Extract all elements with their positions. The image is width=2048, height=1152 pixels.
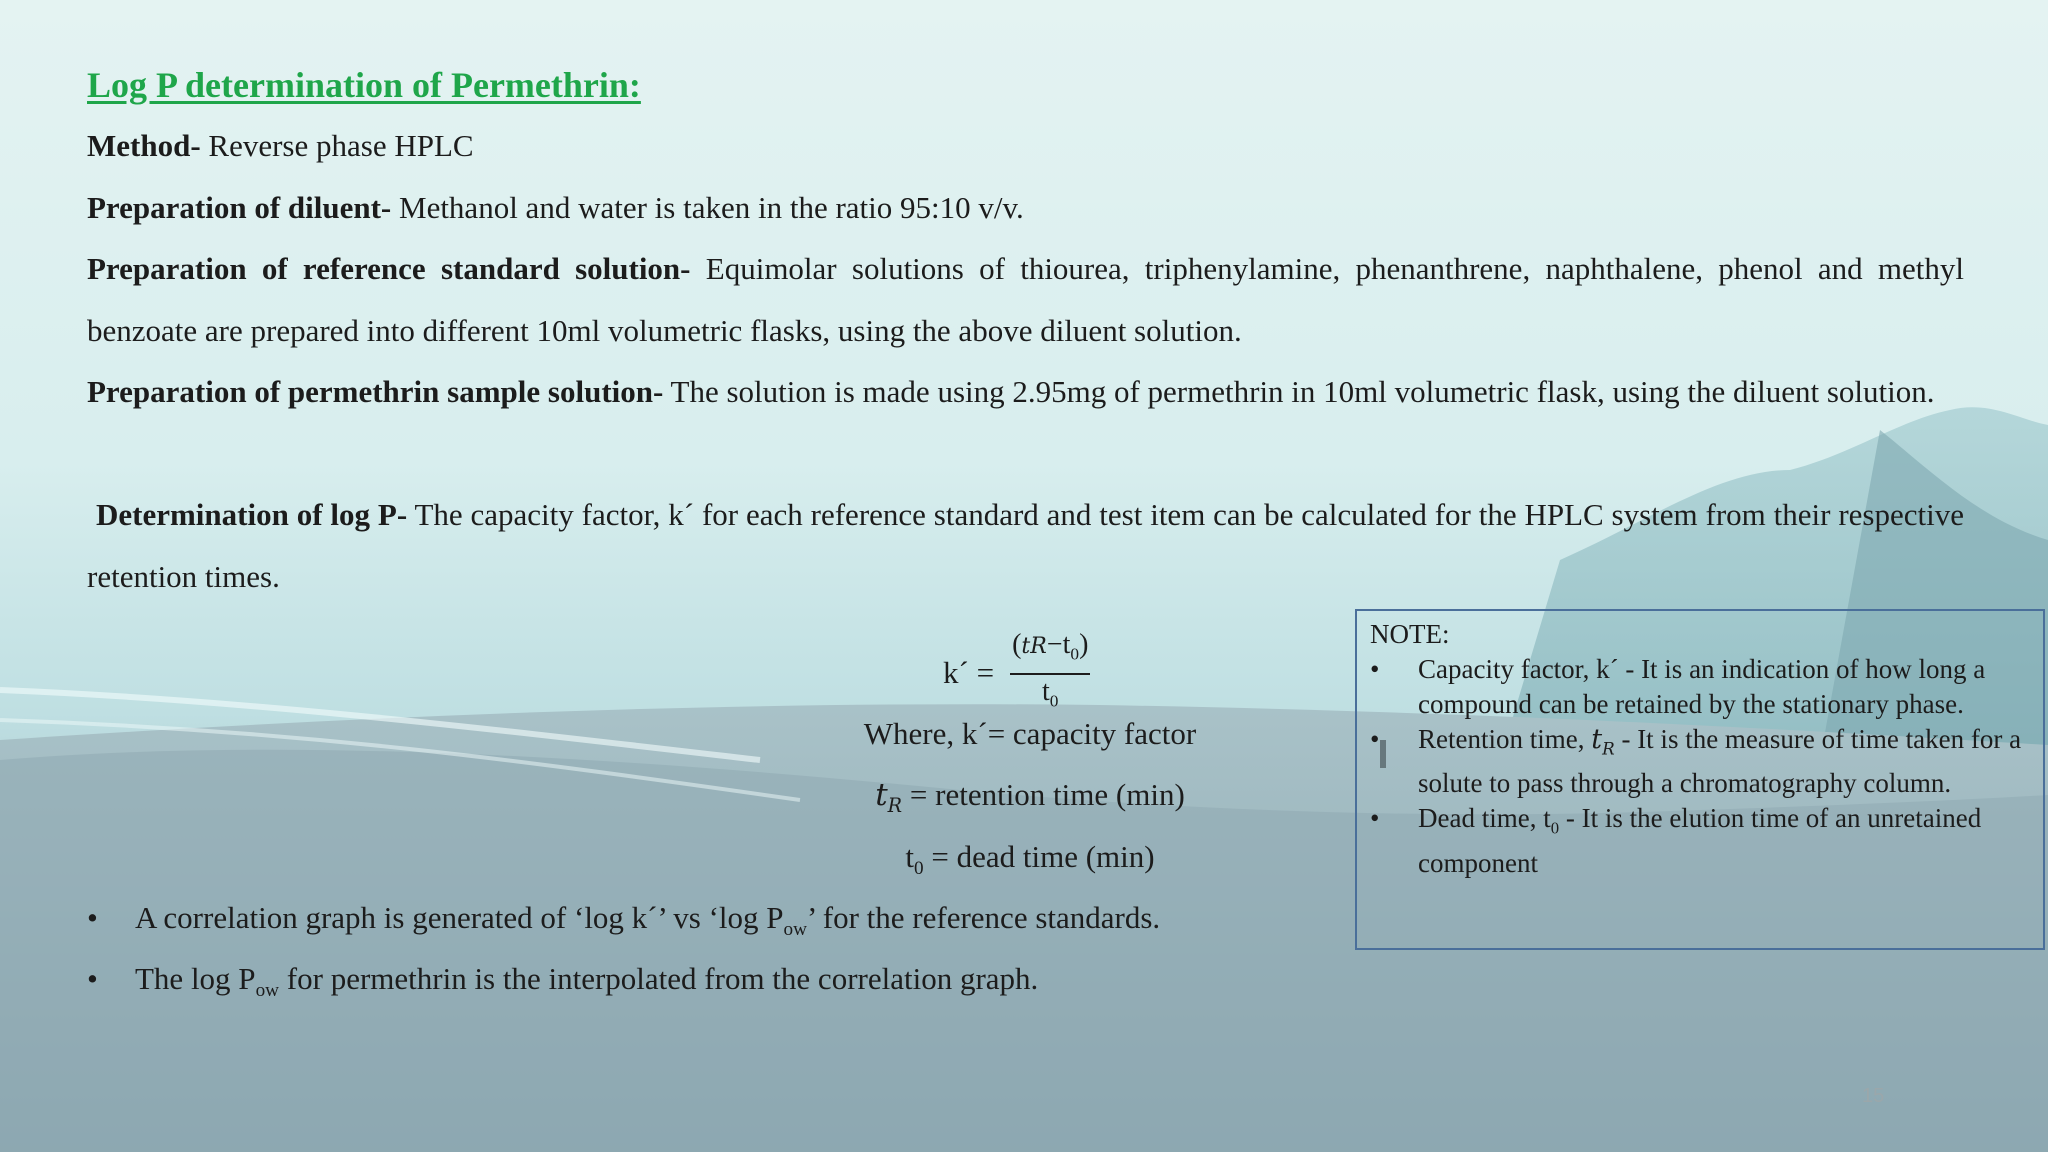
t0-sub: 0 xyxy=(914,858,924,880)
method-label: Method- xyxy=(87,128,201,163)
bullet-1-sub: ow xyxy=(783,919,808,941)
reference-label: Preparation of reference standard solution- xyxy=(87,251,691,286)
formula-paren-close: ) xyxy=(1079,629,1089,660)
sample-paragraph xyxy=(87,361,1964,423)
note-item-2-text: Retention time, xyxy=(1418,724,1592,754)
retention-time-definition xyxy=(830,777,1230,817)
note-item-3-text-end: - It is the elution time of an unretained component xyxy=(1418,803,1982,878)
page-number: 15 xyxy=(1862,1085,1885,1107)
t0-text: = dead time (min) xyxy=(923,839,1155,874)
formula-den-sub: 0 xyxy=(1049,691,1059,711)
dead-time-definition xyxy=(830,839,1230,880)
bullet-interpolation xyxy=(87,961,1038,1002)
formula-denominator xyxy=(1042,675,1058,719)
note-bullet: • xyxy=(1370,654,1380,684)
note-box xyxy=(1355,609,2045,950)
diluent-label: Preparation of diluent- xyxy=(87,190,392,225)
note-item-2-sub: R xyxy=(1602,738,1615,759)
bullet-2-sub: ow xyxy=(255,980,280,1002)
note-item-2-text-end: - It is the measure of time taken for a solute to pass through a chromatography column. xyxy=(1418,724,2022,799)
tr-sub: R xyxy=(887,794,903,818)
formula-numerator xyxy=(1010,628,1090,675)
formula-den-t: t xyxy=(1041,675,1050,707)
where-line: Where, k´= capacity factor xyxy=(863,716,1197,751)
sample-text: The solution is made using 2.95mg of permethrin in 10ml volumetric flask, using the diluent solution. xyxy=(663,374,1935,409)
reference-paragraph xyxy=(87,238,1964,361)
method-text: Reverse phase HPLC xyxy=(200,128,474,163)
note-bullet: • xyxy=(1370,803,1380,834)
determination-paragraph xyxy=(87,484,1964,607)
method-line xyxy=(87,115,1964,177)
note-item-3-sub: 0 xyxy=(1550,818,1560,838)
slide-title: Log P determination of Permethrin: xyxy=(87,65,641,105)
t0-variable: t xyxy=(905,839,915,874)
note-item-2-var: t xyxy=(1591,724,1603,755)
bullet-marker: • xyxy=(87,900,98,935)
note-item-1-text: Capacity factor, k´ - It is an indication of how long a compound can be retained by the stationary phase. xyxy=(1418,654,1986,719)
formula-fraction xyxy=(1010,628,1090,718)
note-title: NOTE: xyxy=(1370,619,1450,649)
sample-label: Preparation of permethrin sample solution- xyxy=(87,374,664,409)
bullet-correlation-graph xyxy=(87,900,1160,941)
note-list xyxy=(1370,652,2043,881)
reference-text: Equimolar solutions of thiourea, triphenylamine, phenanthrene, naphthalene, phenol and methyl benzoate are prepared into different 10ml volumetric flasks, using the above diluent solution. xyxy=(87,251,1964,348)
formula-tr: tR xyxy=(1021,634,1047,659)
note-item-retention-time xyxy=(1370,722,2043,801)
note-item-capacity-factor xyxy=(1370,652,2043,722)
bullet-1-text-end: ’ for the reference standards. xyxy=(807,900,1161,935)
note-item-dead-time xyxy=(1370,801,2043,880)
note-bullet: • xyxy=(1370,724,1380,754)
diluent-text: Methanol and water is taken in the ratio 95:10 v/v. xyxy=(391,190,1024,225)
formula-num-sub: 0 xyxy=(1070,644,1080,664)
tr-text: = retention time (min) xyxy=(902,777,1185,812)
bullet-marker: • xyxy=(87,961,98,996)
tr-variable: t xyxy=(875,777,888,813)
formula-paren-open: ( xyxy=(1012,629,1022,660)
determination-text: The capacity factor, k´ for each reference standard and test item can be calculated for the HPLC system from their respective retention times. xyxy=(87,497,1964,594)
diluent-line xyxy=(87,177,1964,239)
note-item-3-text: Dead time, t xyxy=(1418,803,1551,834)
bullet-2-text: The log P xyxy=(135,961,256,996)
determination-label: Determination of log P- xyxy=(96,497,408,532)
formula-minus-t: −t xyxy=(1046,629,1071,660)
bullet-2-text-end: for permethrin is the interpolated from the correlation graph. xyxy=(279,961,1039,996)
formula-lhs: k´ = xyxy=(943,655,995,691)
capacity-factor-formula xyxy=(943,628,1090,718)
bullet-1-text: A correlation graph is generated of ‘log k´’ vs ‘log P xyxy=(135,900,784,935)
